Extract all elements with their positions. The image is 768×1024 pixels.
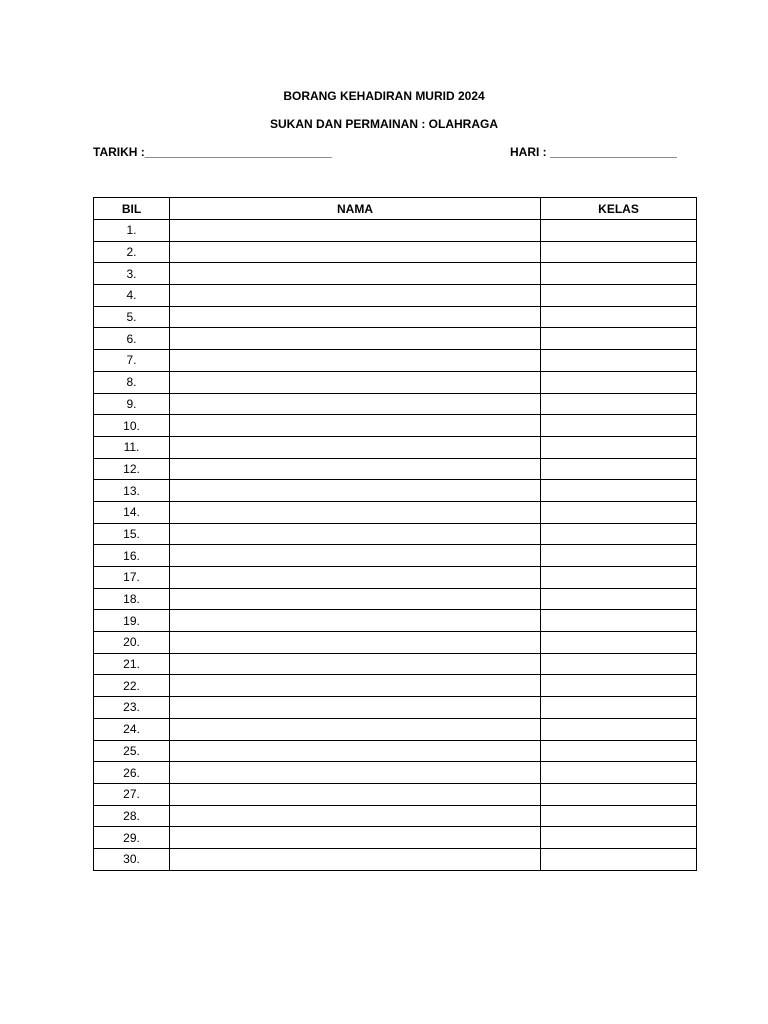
table-row (94, 740, 697, 762)
table-row (94, 805, 697, 827)
row-number: 15. (94, 523, 170, 545)
row-number: 2. (94, 241, 170, 263)
class-cell[interactable] (541, 263, 697, 285)
class-cell[interactable] (541, 306, 697, 328)
header-bil: BIL (94, 198, 170, 220)
row-number: 26. (94, 762, 170, 784)
row-number: 13. (94, 480, 170, 502)
class-cell[interactable] (541, 220, 697, 242)
name-cell[interactable] (170, 718, 541, 740)
day-blank[interactable]: ___________________ (546, 145, 677, 159)
name-cell[interactable] (170, 653, 541, 675)
class-cell[interactable] (541, 501, 697, 523)
form-title: BORANG KEHADIRAN MURID 2024 (283, 89, 485, 103)
row-number: 12. (94, 458, 170, 480)
table-row (94, 350, 697, 372)
name-cell[interactable] (170, 306, 541, 328)
row-number: 4. (94, 285, 170, 307)
class-cell[interactable] (541, 632, 697, 654)
class-cell[interactable] (541, 697, 697, 719)
row-number: 30. (94, 848, 170, 870)
name-cell[interactable] (170, 783, 541, 805)
attendance-table (93, 197, 697, 871)
table-row (94, 458, 697, 480)
row-number: 1. (94, 220, 170, 242)
table-row (94, 285, 697, 307)
day-field (510, 145, 677, 159)
day-label: HARI : (510, 145, 547, 159)
row-number: 25. (94, 740, 170, 762)
row-number: 3. (94, 263, 170, 285)
row-number: 19. (94, 610, 170, 632)
table-row (94, 523, 697, 545)
class-cell[interactable] (541, 805, 697, 827)
name-cell[interactable] (170, 827, 541, 849)
table-row (94, 567, 697, 589)
class-cell[interactable] (541, 523, 697, 545)
row-number: 6. (94, 328, 170, 350)
row-number: 5. (94, 306, 170, 328)
table-row (94, 393, 697, 415)
row-number: 28. (94, 805, 170, 827)
table-row (94, 545, 697, 567)
name-cell[interactable] (170, 480, 541, 502)
name-cell[interactable] (170, 610, 541, 632)
name-cell[interactable] (170, 567, 541, 589)
table-row (94, 675, 697, 697)
date-label: TARIKH : (93, 145, 145, 159)
name-cell[interactable] (170, 220, 541, 242)
class-cell[interactable] (541, 610, 697, 632)
row-number: 29. (94, 827, 170, 849)
row-number: 7. (94, 350, 170, 372)
row-number: 17. (94, 567, 170, 589)
table-row (94, 220, 697, 242)
table-row (94, 588, 697, 610)
form-subtitle: SUKAN DAN PERMAINAN : OLAHRAGA (270, 117, 498, 131)
class-cell[interactable] (541, 415, 697, 437)
class-cell[interactable] (541, 848, 697, 870)
row-number: 27. (94, 783, 170, 805)
table-row (94, 718, 697, 740)
class-cell[interactable] (541, 371, 697, 393)
row-number: 16. (94, 545, 170, 567)
name-cell[interactable] (170, 241, 541, 263)
class-cell[interactable] (541, 458, 697, 480)
name-cell[interactable] (170, 501, 541, 523)
header-kelas: KELAS (541, 198, 697, 220)
class-cell[interactable] (541, 783, 697, 805)
name-cell[interactable] (170, 350, 541, 372)
table-row (94, 632, 697, 654)
class-cell[interactable] (541, 241, 697, 263)
row-number: 20. (94, 632, 170, 654)
row-number: 11. (94, 436, 170, 458)
row-number: 14. (94, 501, 170, 523)
name-cell[interactable] (170, 805, 541, 827)
name-cell[interactable] (170, 523, 541, 545)
row-number: 9. (94, 393, 170, 415)
name-cell[interactable] (170, 371, 541, 393)
name-cell[interactable] (170, 740, 541, 762)
table-row (94, 306, 697, 328)
table-body (94, 220, 697, 871)
table-row (94, 697, 697, 719)
table-row (94, 480, 697, 502)
table-row (94, 762, 697, 784)
table-header-row (94, 198, 697, 220)
class-cell[interactable] (541, 718, 697, 740)
class-cell[interactable] (541, 653, 697, 675)
class-cell[interactable] (541, 328, 697, 350)
class-cell[interactable] (541, 567, 697, 589)
date-field (93, 145, 332, 159)
name-cell[interactable] (170, 632, 541, 654)
table-row (94, 783, 697, 805)
table-row (94, 501, 697, 523)
name-cell[interactable] (170, 762, 541, 784)
row-number: 24. (94, 718, 170, 740)
table-row (94, 827, 697, 849)
table-row (94, 241, 697, 263)
name-cell[interactable] (170, 848, 541, 870)
name-cell[interactable] (170, 458, 541, 480)
name-cell[interactable] (170, 588, 541, 610)
table-row (94, 415, 697, 437)
table-row (94, 848, 697, 870)
class-cell[interactable] (541, 285, 697, 307)
name-cell[interactable] (170, 436, 541, 458)
table-row (94, 263, 697, 285)
table-row (94, 328, 697, 350)
row-number: 23. (94, 697, 170, 719)
date-blank[interactable]: ____________________________ (144, 145, 332, 159)
class-cell[interactable] (541, 436, 697, 458)
name-cell[interactable] (170, 675, 541, 697)
name-cell[interactable] (170, 393, 541, 415)
class-cell[interactable] (541, 350, 697, 372)
name-cell[interactable] (170, 328, 541, 350)
class-cell[interactable] (541, 675, 697, 697)
class-cell[interactable] (541, 762, 697, 784)
table-row (94, 653, 697, 675)
table-row (94, 610, 697, 632)
row-number: 8. (94, 371, 170, 393)
row-number: 10. (94, 415, 170, 437)
row-number: 18. (94, 588, 170, 610)
header-nama: NAMA (170, 198, 541, 220)
row-number: 21. (94, 653, 170, 675)
table-row (94, 371, 697, 393)
name-cell[interactable] (170, 285, 541, 307)
name-cell[interactable] (170, 415, 541, 437)
class-cell[interactable] (541, 588, 697, 610)
name-cell[interactable] (170, 697, 541, 719)
class-cell[interactable] (541, 740, 697, 762)
class-cell[interactable] (541, 393, 697, 415)
table-row (94, 436, 697, 458)
class-cell[interactable] (541, 827, 697, 849)
class-cell[interactable] (541, 480, 697, 502)
name-cell[interactable] (170, 263, 541, 285)
class-cell[interactable] (541, 545, 697, 567)
name-cell[interactable] (170, 545, 541, 567)
row-number: 22. (94, 675, 170, 697)
